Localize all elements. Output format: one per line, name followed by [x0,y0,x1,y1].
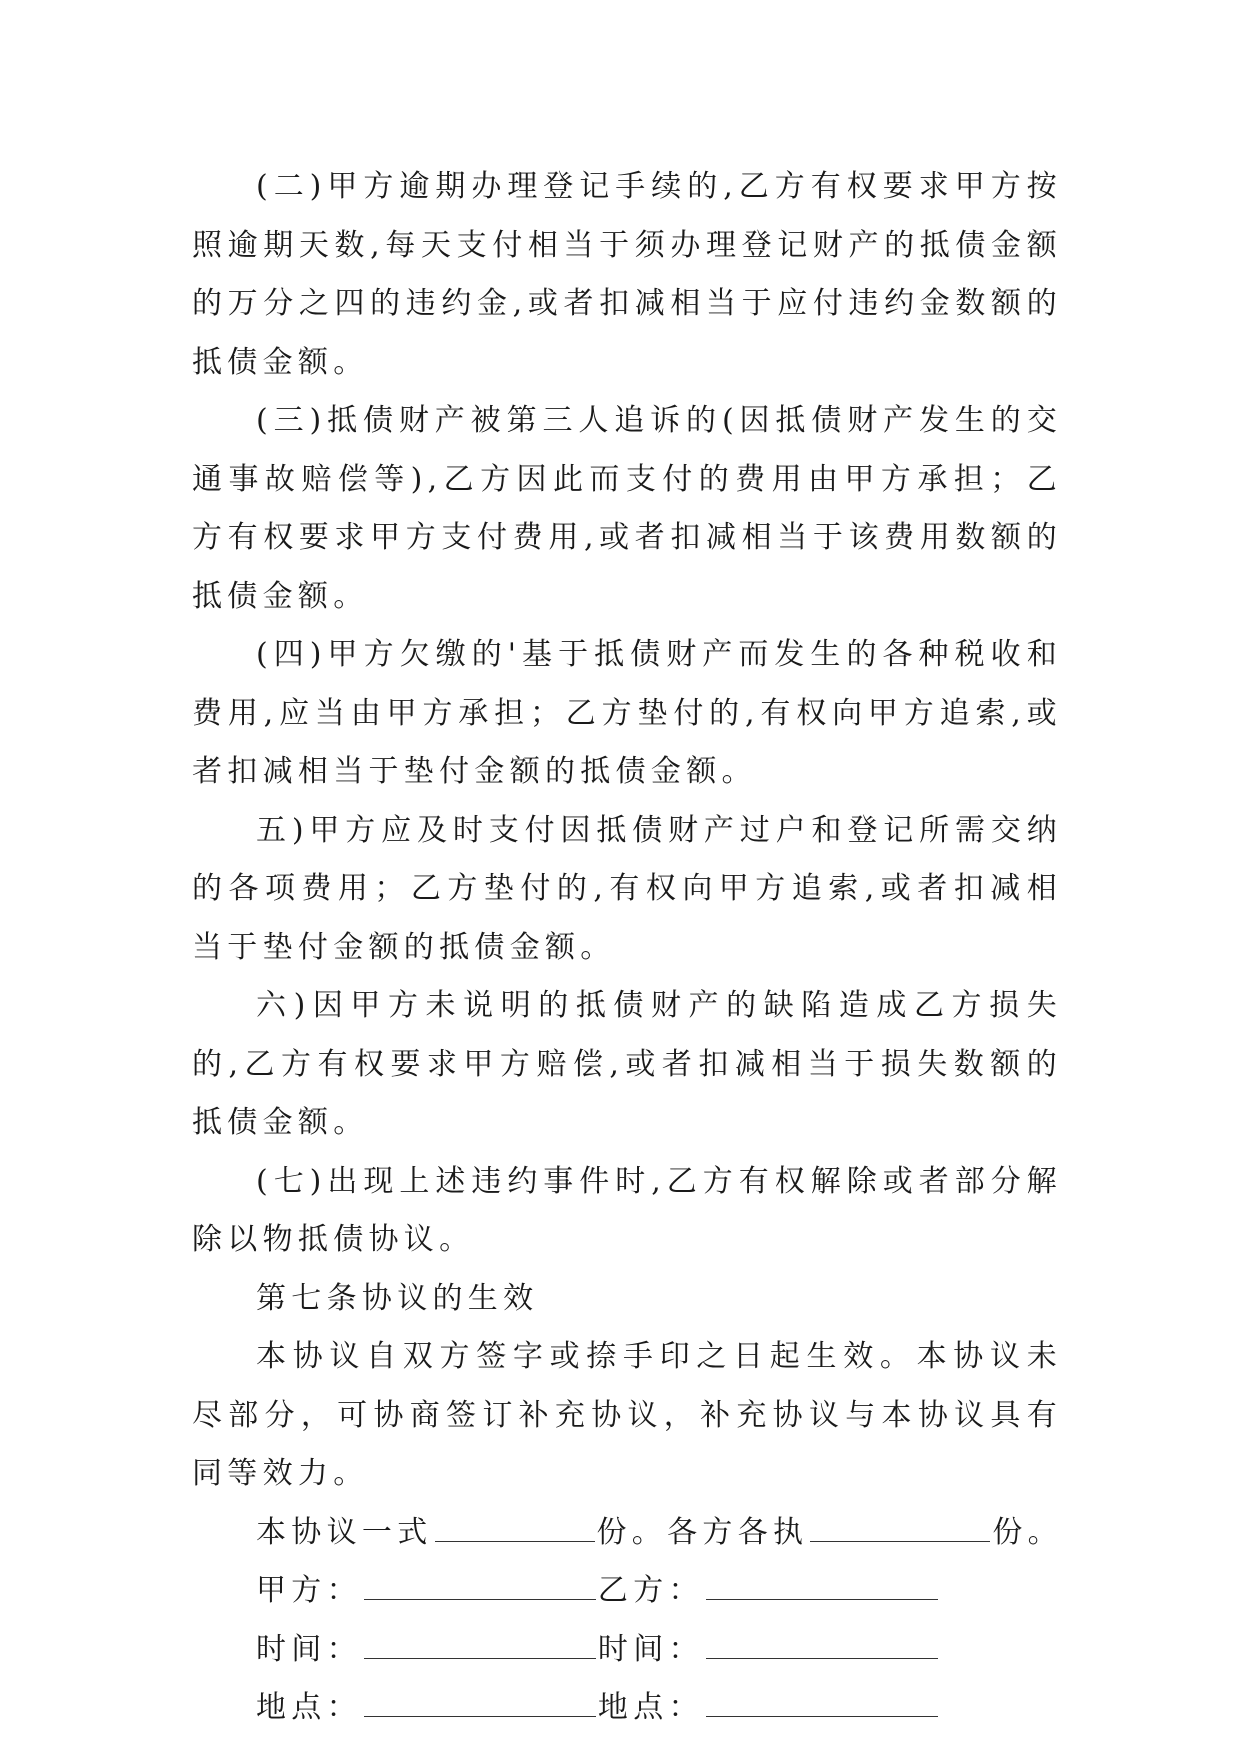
copies-prefix: 本协议一式 [256,1514,433,1550]
time-a-blank[interactable] [364,1636,596,1659]
article-7-body: 本协议自双方签字或捺手印之日起生效。本协议未尽部分，可协商签订补充协议，补充协议与本协议具有同等效力。 [192,1339,1062,1491]
article-7-heading: 第七条协议的生效 [256,1280,539,1316]
copies-line [192,1504,1062,1563]
signature-row-time [192,1621,1062,1680]
clause-7: (七)出现上述违约事件时,乙方有权解除或者部分解除以物抵债协议。 [192,1163,1062,1257]
place-b-label: 地点： [597,1690,704,1725]
signature-row-place [192,1679,1062,1738]
copies-suffix: 份。 [992,1514,1063,1550]
party-a-label: 甲方： [256,1573,362,1608]
time-b-blank[interactable] [706,1636,938,1659]
place-a-blank[interactable] [364,1694,596,1717]
clause-6: 六)因甲方未说明的抵债财产的缺陷造成乙方损失的,乙方有权要求甲方赔偿,或者扣减相当于损失数额的抵债金额。 [192,988,1062,1140]
time-a-label: 时间： [256,1631,362,1667]
time-b-label: 时间： [597,1631,704,1667]
copies-each-blank[interactable] [810,1519,990,1542]
copies-total-blank[interactable] [435,1519,595,1542]
party-a-blank[interactable] [364,1577,596,1600]
clause-4: (四)甲方欠缴的'基于抵债财产而发生的各种税收和费用,应当由甲方承担；乙方垫付的,有权向甲方追索,或者扣减相当于垫付金额的抵债金额。 [192,637,1062,789]
clause-2: (二)甲方逾期办理登记手续的,乙方有权要求甲方按照逾期天数,每天支付相当于须办理登记财产的抵债金额的万分之四的违约金,或者扣减相当于应付违约金数额的抵债金额。 [192,169,1062,380]
party-b-blank[interactable] [706,1577,938,1600]
place-b-blank[interactable] [706,1694,938,1717]
clause-3: (三)抵债财产被第三人追诉的(因抵债财产发生的交通事故赔偿等),乙方因此而支付的费用由甲方承担；乙方有权要求甲方支付费用,或者扣减相当于该费用数额的抵债金额。 [192,403,1062,614]
party-b-label: 乙方： [597,1573,704,1608]
place-a-label: 地点： [256,1690,362,1725]
document-page [192,158,1062,1738]
clause-5: 五)甲方应及时支付因抵债财产过户和登记所需交纳的各项费用；乙方垫付的,有权向甲方追索,或者扣减相当于垫付金额的抵债金额。 [192,812,1062,965]
signature-row-party [192,1562,1062,1621]
copies-middle: 份。各方各执 [596,1514,809,1550]
